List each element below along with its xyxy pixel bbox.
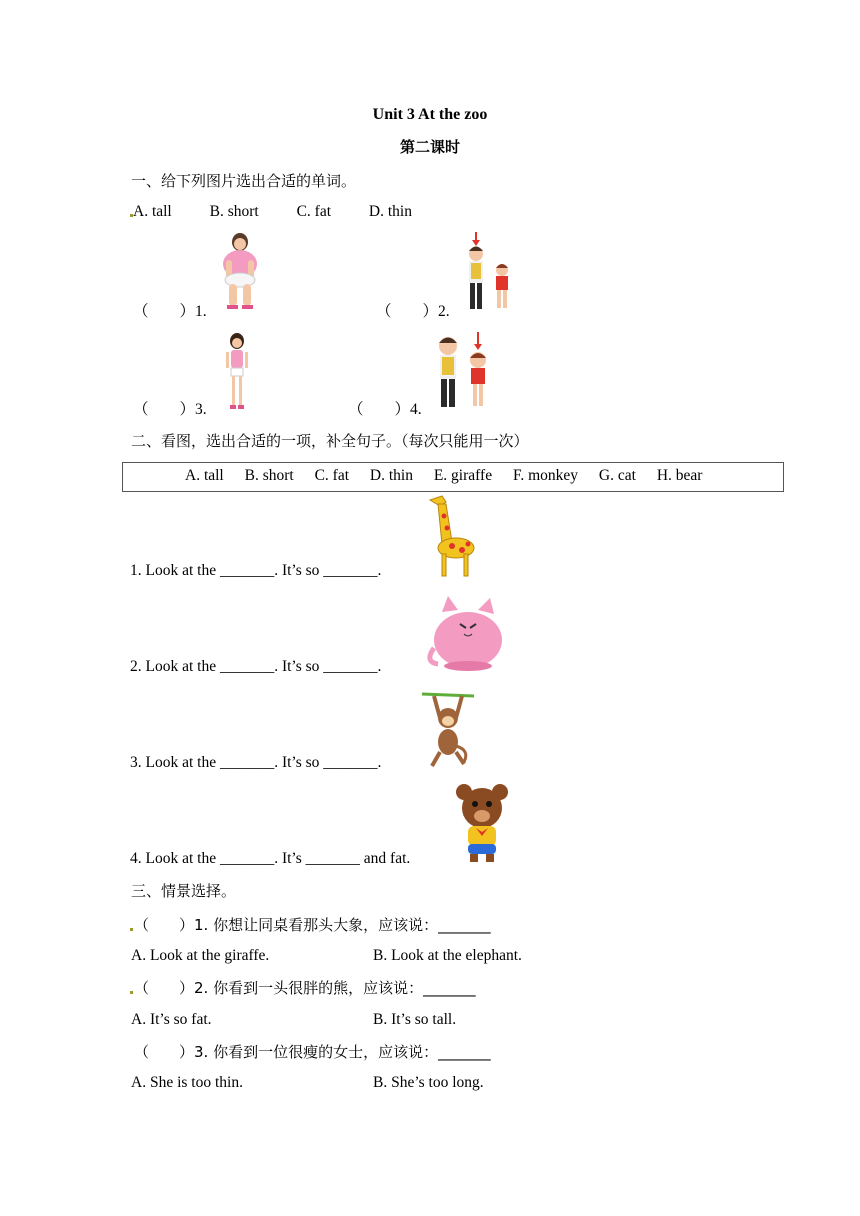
option-c: C. fat: [296, 203, 332, 220]
question-2-option-a[interactable]: A. It’s so fat.: [131, 1011, 212, 1028]
word-g: G. cat: [598, 467, 636, 484]
word-bank-options: [185, 467, 719, 485]
option-a: A. tall: [133, 203, 172, 220]
option-d: D. thin: [368, 203, 412, 220]
question-2-option-b[interactable]: B. It’s so tall.: [373, 1011, 457, 1028]
sentence-1: 1. Look at the _______. It’s so _______.: [130, 562, 382, 579]
fat-woman-picture: [218, 232, 262, 312]
part2-heading: 二、看图，选出合适的一项，补全句子。（每次只能用一次）: [131, 432, 529, 450]
part1-item-1: （ ）1.: [133, 303, 207, 320]
part1-item-3: （ ）3.: [133, 401, 207, 418]
word-f: F. monkey: [512, 467, 579, 484]
question-2: （ ）2. 你看到一头很胖的熊，应该说：_______: [134, 979, 476, 997]
word-h: H. bear: [656, 467, 703, 484]
word-bank-box: [122, 462, 784, 492]
edit-mark-icon: [130, 991, 133, 994]
part3-heading: 三、情景选择。: [131, 882, 237, 900]
page-title: Unit 3 At the zoo: [372, 106, 488, 123]
sentence-3: 3. Look at the _______. It’s so _______.: [130, 754, 382, 771]
question-3-option-a[interactable]: A. She is too thin.: [131, 1074, 243, 1091]
part1-item-2: （ ）2.: [376, 303, 450, 320]
part1-item-4: （ ）4.: [348, 401, 422, 418]
answer-bracket[interactable]: （ ）: [133, 401, 196, 418]
part1-options: [133, 203, 446, 221]
word-e: E. giraffe: [433, 467, 493, 484]
option-b: B. short: [209, 203, 259, 220]
answer-bracket[interactable]: （ ）: [348, 401, 411, 418]
question-1-option-b[interactable]: B. Look at the elephant.: [373, 947, 522, 964]
cat-picture: [424, 592, 508, 672]
question-1-option-a[interactable]: A. Look at the giraffe.: [131, 947, 270, 964]
thin-woman-picture: [222, 332, 252, 412]
giraffe-picture: [422, 492, 478, 578]
sentence-4: 4. Look at the _______. It’s _______ and fat.: [130, 850, 411, 867]
edit-mark-icon: [130, 928, 133, 931]
word-d: D. thin: [369, 467, 413, 484]
question-1: （ ）1. 你想让同桌看那头大象，应该说：_______: [134, 916, 491, 934]
answer-bracket[interactable]: （ ）: [376, 303, 439, 320]
tall-man-girl-picture: [432, 330, 494, 412]
page-subtitle: 第二课时: [399, 138, 460, 156]
word-a: A. tall: [185, 467, 224, 484]
monkey-picture: [420, 688, 476, 770]
question-3: （ ）3. 你看到一位很瘦的女士，应该说：_______: [134, 1043, 491, 1061]
part1-heading: 一、给下列图片选出合适的单词。: [131, 172, 357, 190]
answer-bracket[interactable]: （ ）: [133, 303, 196, 320]
word-b: B. short: [244, 467, 294, 484]
sentence-2: 2. Look at the _______. It’s so _______.: [130, 658, 382, 675]
question-3-option-b[interactable]: B. She’s too long.: [373, 1074, 484, 1091]
word-c: C. fat: [314, 467, 350, 484]
tall-man-short-girl-picture: [462, 230, 516, 314]
bear-picture: [452, 780, 512, 864]
